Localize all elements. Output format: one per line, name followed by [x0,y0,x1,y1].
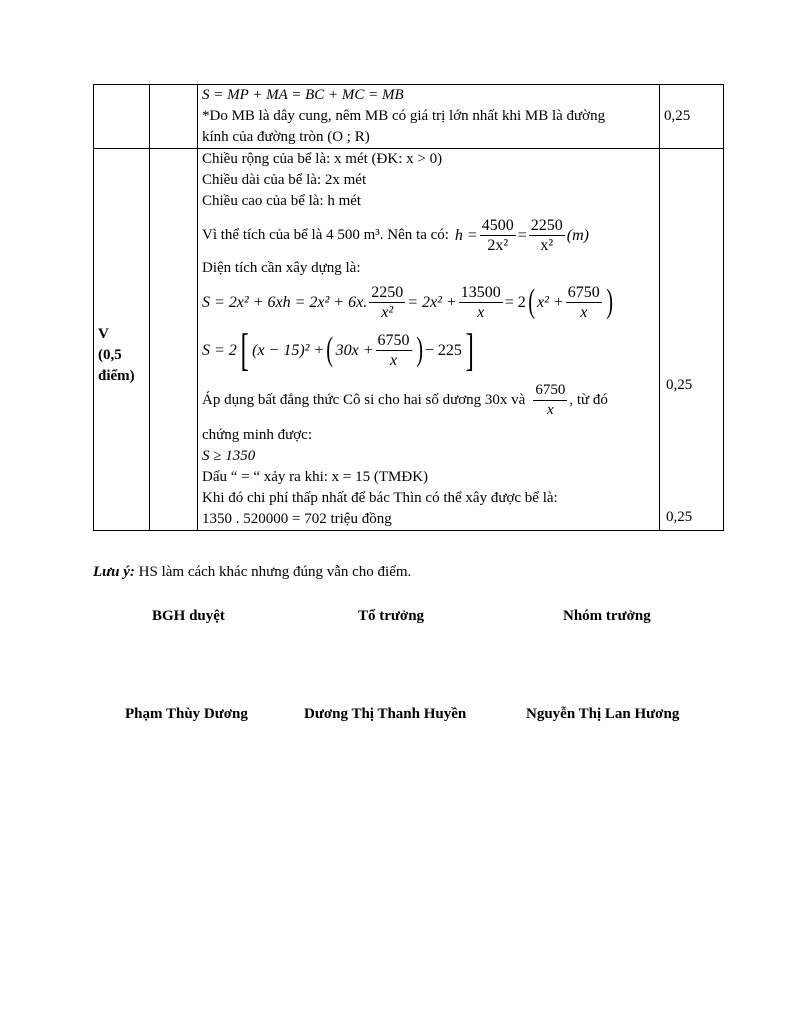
numerator: 4500 [481,216,514,234]
content-line: 1350 . 520000 = 702 triệu đồng [202,511,392,527]
content-cell [198,85,660,149]
part-cell [94,85,150,149]
score-value: 0,25 [666,377,693,393]
fraction [566,283,602,322]
eq-text: x² + [537,293,564,311]
content-line: Chiều cao của bể là: h mét [202,193,362,209]
eq-text: = 2x² + [407,293,457,311]
denominator: x² [381,303,394,321]
eq-text: h = [454,226,478,244]
eq-text: = 2 [504,293,526,311]
content-line: Chiều dài của bể là: 2x mét [202,172,367,188]
denominator: x² [540,236,554,254]
paren-open: ( [527,283,535,320]
content-line: S ≥ 1350 [202,448,256,464]
fraction [533,381,567,420]
part-cell [94,149,150,531]
content-line: Vì thể tích của bể là 4 500 m³. Nên ta có: [202,226,449,243]
numerator: 6750 [377,331,410,349]
answer-table [93,84,724,531]
bracket-close: ] [465,324,474,375]
numerator: 2250 [530,216,563,234]
numerator: 6750 [567,283,600,301]
table-row [94,149,724,531]
content-line: , từ đó [569,391,608,408]
content-line: *Do MB là dây cung, nêm MB có giá trị lớn nhất khi MB là đường [202,108,606,124]
area-equation [202,279,655,325]
area-equation-2 [202,325,655,375]
score-value: 0,25 [666,509,693,525]
denominator: x [389,351,398,369]
paren-close: ) [606,283,613,320]
numerator: 6750 [533,381,567,401]
content-line: Áp dụng bất đẳng thức Cô si cho hai số dương 30x và [202,391,526,408]
denominator: x [546,401,554,418]
eq-text: S = 2x² + 6xh = 2x² + 6x. [202,293,368,311]
content-line: Khi đó chi phí thấp nhất để bác Thìn có thể xây được bể là: [202,490,558,506]
bracket-open: [ [240,324,249,375]
note-text: HS làm cách khác nhưng đúng vẫn cho điểm. [134,564,412,580]
content-line: chứng minh được: [202,427,313,443]
denominator: x [580,303,588,321]
content-line: kính của đường tròn (O ; R) [202,129,370,145]
eq-text: (m) [566,226,589,244]
fraction [480,216,516,255]
paren-close: ) [415,331,423,368]
signature-name: Dương Thị Thanh Huyền [304,706,467,722]
score-cell: 0,25 [660,85,724,149]
eq-text: 30x + [335,341,374,359]
fraction [529,216,565,255]
fraction [459,283,503,322]
eq-text: − 225 [424,341,462,359]
signature-role: Tổ trưởng [358,608,425,624]
sub-cell [150,149,198,531]
content-line: Diện tích cần xây dựng là: [202,260,361,276]
score-cell [660,149,724,531]
content-line: Dấu “ = “ xảy ra khi: x = 15 (TMĐK) [202,469,429,485]
table-row [94,85,724,149]
eq-text: (x − 15)² + [252,341,325,359]
denominator: x [477,303,485,321]
eq-text: = [517,226,527,244]
denominator: 2x² [487,236,509,254]
signature-name: Nguyễn Thị Lan Hương [526,706,680,722]
content-line: Chiều rộng của bể là: x mét (ĐK: x > 0) [202,151,443,167]
numerator: 2250 [371,283,404,301]
sub-cell [150,85,198,149]
content-line: S = MP + MA = BC + MC = MB [202,87,404,103]
part-points: (0,5 [98,347,122,363]
paren-open: ( [326,331,334,368]
cosi-line [202,375,655,425]
eq-text: S = 2 [202,341,237,359]
signature-role: BGH duyệt [152,608,225,624]
content-cell [198,149,660,531]
note [93,564,411,581]
signature-role: Nhóm trưởng [563,608,651,624]
part-points: điểm) [98,368,135,384]
signature-name: Phạm Thùy Dương [125,706,248,722]
note-label: Lưu ý: [93,564,135,580]
volume-equation [202,212,655,258]
fraction [376,331,412,370]
fraction [369,283,405,322]
numerator: 13500 [460,283,501,301]
part-label: V [98,326,109,342]
